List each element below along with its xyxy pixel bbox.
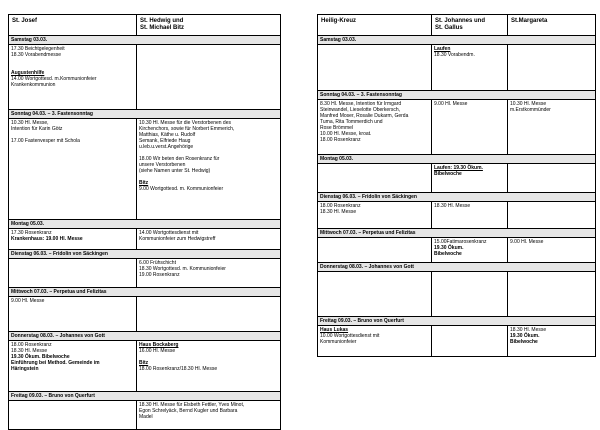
entries-row xyxy=(318,100,596,155)
schedule-cell xyxy=(137,401,281,430)
column-header xyxy=(9,15,137,36)
schedule-line: Kirchenchors, sowie für Norbert Emmerich, xyxy=(139,126,235,132)
schedule-line: (siehe Namen unter St. Hedwig) xyxy=(139,168,211,174)
schedule-cell xyxy=(508,202,596,229)
column-header-line: St. Michael Bitz xyxy=(140,25,185,31)
column-header-line: Heilig-Kreuz xyxy=(321,18,357,24)
entries-row xyxy=(9,119,281,220)
entries-row xyxy=(318,272,596,317)
day-header-row xyxy=(9,220,281,229)
day-header: Sonntag 04.03. – 3. Fastensonntag xyxy=(9,110,281,119)
day-header: Samstag 03.03. xyxy=(318,36,596,45)
schedule-line: 18.00 Rosenkranz xyxy=(320,137,361,143)
schedule-cell xyxy=(137,229,281,250)
schedule-cell xyxy=(9,229,137,250)
schedule-cell xyxy=(9,297,137,332)
schedule-line: Egon Schrelyäck, Bernd Kugler und Barbara xyxy=(139,408,238,414)
schedule-line: 19.30 Ökum. xyxy=(510,333,540,339)
schedule-line: Haus Lukas xyxy=(320,327,349,333)
schedule-line: Haus Bockaberg xyxy=(139,342,179,348)
schedule-cell xyxy=(137,45,281,110)
schedule-cell xyxy=(318,202,432,229)
column-header-line: St. Johannes und xyxy=(435,18,486,24)
schedule-line: 19.30 Ökum. Bibelwoche xyxy=(11,354,70,360)
entries-row xyxy=(9,259,281,288)
schedule-line: Matthias, Käthe u. Rudolf xyxy=(139,132,196,138)
schedule-line: Kommunionfeier zum Hedwigstreff xyxy=(139,236,216,242)
schedule-line: 18.30 Wortgottesd. m. Kommunionfeier xyxy=(139,266,226,272)
day-header-row xyxy=(318,91,596,100)
schedule-cell xyxy=(9,259,137,288)
entries-row xyxy=(9,341,281,392)
schedule-line: 18.30 Hl. Messe für Elsbeth Fettler, Yves Minot, xyxy=(139,402,245,408)
day-header-row xyxy=(318,263,596,272)
schedule-line: unsere Verstorbenen xyxy=(139,162,186,168)
schedule-line: Einführung bei Method. Gemeinde im xyxy=(11,360,100,366)
column-header xyxy=(318,15,432,36)
day-header: Montag 05.03. xyxy=(318,155,596,164)
schedule-line: Häringstein xyxy=(11,366,39,372)
schedule-cell xyxy=(508,45,596,91)
schedule-line: Rose Brömmel xyxy=(320,125,354,131)
schedule-line: Madel xyxy=(139,414,153,420)
schedule-cell xyxy=(432,238,508,263)
day-header-row xyxy=(9,288,281,297)
day-header: Mittwoch 07.03. – Perpetua und Felizitas xyxy=(318,229,596,238)
schedule-line: Kommunionfeier xyxy=(320,339,357,345)
schedule-line: Augustenhilfe xyxy=(11,70,45,76)
schedule-line: Laufen: 19.30 Ökum. xyxy=(434,165,483,171)
schedule-line: 10.30 Hl. Messe xyxy=(510,101,547,107)
schedule-line: Bitz xyxy=(139,180,149,186)
schedule-line: 18.00 Rosenkranz xyxy=(11,342,52,348)
day-header-row xyxy=(9,332,281,341)
day-header-row xyxy=(9,392,281,401)
column-header-line: St. Hedwig und xyxy=(140,18,184,24)
schedule-line: 8.30 Hl. Messe, Intention für Irmgard xyxy=(320,101,402,107)
schedule-cell xyxy=(508,100,596,155)
schedule-line: 18.00 Rosenkranz/18.30 Hl. Messe xyxy=(139,366,218,372)
schedule-line: 14.00 Wortgottesdienst mit xyxy=(139,230,199,236)
day-header-row xyxy=(9,36,281,45)
schedule-cell xyxy=(508,238,596,263)
schedule-line: 10.30 Hl. Messe, xyxy=(11,120,49,126)
column-header-line: St. Josef xyxy=(12,18,38,24)
schedule-line: 14.00 Wortgottesd. m.Kommunionfeier xyxy=(11,76,97,82)
schedule-line: 6.00 Frühschicht xyxy=(139,260,176,266)
schedule-cell xyxy=(318,326,432,357)
entries-row xyxy=(9,297,281,332)
schedule-line: 9.00 Hl. Messe xyxy=(11,298,45,304)
day-header: Montag 05.03. xyxy=(9,220,281,229)
entries-row xyxy=(9,45,281,110)
schedule-cell xyxy=(318,272,432,317)
day-header: Samstag 03.03. xyxy=(9,36,281,45)
entries-row xyxy=(318,326,596,357)
schedule-cell xyxy=(137,119,281,220)
schedule-line: Intention für Karin Götz xyxy=(11,126,63,132)
schedule-line: 10.00 Wortgottesdienst mit xyxy=(320,333,380,339)
day-header: Dienstag 06.03. – Fridolin von Säckingen xyxy=(9,250,281,259)
day-header: Sonntag 04.03. – 3. Fastensonntag xyxy=(318,91,596,100)
schedule-line: Manfred Moser, Rosalie Dukarm, Gerda xyxy=(320,113,409,119)
column-header xyxy=(508,15,596,36)
day-header-row xyxy=(318,317,596,326)
schedule-cell xyxy=(9,341,137,392)
right-table-body xyxy=(318,15,596,357)
schedule-line: 18.30 Vorabendmesse xyxy=(11,52,62,58)
schedule-cell xyxy=(318,164,432,193)
entries-row xyxy=(318,45,596,91)
schedule-line: u.leb.u.verst.Angehörige xyxy=(139,144,194,150)
schedule-line: Steinwandel, Lieselotte Oberkersch, xyxy=(320,107,401,113)
schedule-cell xyxy=(508,164,596,193)
schedule-line: Krankenkommunion xyxy=(11,82,56,88)
schedule-line: Bibelwoche xyxy=(434,171,462,177)
entries-row xyxy=(318,202,596,229)
column-header xyxy=(137,15,281,36)
schedule-line: 18.00 Wir beten den Rosenkranz für xyxy=(139,156,220,162)
schedule-cell xyxy=(318,45,432,91)
schedule-cell xyxy=(432,100,508,155)
schedule-line: 18.30 Hl. Messe xyxy=(11,348,48,354)
day-header-row xyxy=(9,250,281,259)
left-table-body xyxy=(9,15,281,430)
day-header: Freitag 09.03. – Bruno von Querfurt xyxy=(9,392,281,401)
entries-row xyxy=(318,164,596,193)
day-header: Donnerstag 08.03. – Johannes von Gott xyxy=(318,263,596,272)
schedule-line: 17.30 Rosenkranz xyxy=(11,230,52,236)
schedule-cell xyxy=(9,119,137,220)
schedule-cell xyxy=(9,401,137,430)
day-header: Mittwoch 07.03. – Perpetua und Felizitas xyxy=(9,288,281,297)
day-header: Dienstag 06.03. – Fridolin von Säckingen xyxy=(318,193,596,202)
schedule-line: Bibelwoche xyxy=(434,251,462,257)
schedule-line: 18.30 Vorabendm. xyxy=(434,52,475,58)
schedule-cell xyxy=(137,341,281,392)
schedule-line: Bibelwoche xyxy=(510,339,538,345)
schedule-line: 9.00 Hl. Messe xyxy=(510,239,544,245)
schedule-line: 18.30 Hl. Messe xyxy=(320,209,357,215)
schedule-line: 17.00 Fastenvesper mit Schola xyxy=(11,138,80,144)
schedule-line: 9.00 Wortgottesd. m. Kommunionfeier xyxy=(139,186,224,192)
schedule-cell xyxy=(9,45,137,110)
schedule-line: 10.30 Hl. Messe für die Verstorbenen des xyxy=(139,120,231,126)
schedule-cell xyxy=(137,297,281,332)
schedule-line: 9.00 Hl. Messe xyxy=(434,101,468,107)
entries-row xyxy=(9,229,281,250)
schedule-line: m.Erstkommünder xyxy=(510,107,551,113)
schedule-line: 16.00 Hl. Messe xyxy=(139,348,176,354)
schedule-cell xyxy=(508,272,596,317)
schedule-line: 18.30 Hl. Messe xyxy=(510,327,547,333)
schedule-line: 10.00 Hl. Messe, kroat. xyxy=(320,131,372,137)
schedule-line: 19.30 Ökum. xyxy=(434,245,464,251)
day-header-row xyxy=(318,36,596,45)
schedule-cell xyxy=(432,164,508,193)
entries-row xyxy=(318,238,596,263)
right-schedule-table xyxy=(317,14,596,357)
schedule-line: Semank, Elfriede Haug xyxy=(139,138,191,144)
entries-row xyxy=(9,401,281,430)
schedule-line: Laufen xyxy=(434,46,451,52)
day-header-row xyxy=(318,155,596,164)
schedule-cell xyxy=(318,238,432,263)
schedule-line: 19.00 Rosenkranz xyxy=(139,272,180,278)
schedule-line: Krankenhaus: 19.00 Hl. Messe xyxy=(11,236,83,242)
schedule-line: 18.00 Rosenkranz xyxy=(320,203,361,209)
schedule-line: 15.00Fatimarosenkranz xyxy=(434,239,487,245)
day-header: Freitag 09.03. – Bruno von Querfurt xyxy=(318,317,596,326)
column-header-line: St. Gallus xyxy=(435,25,463,31)
day-header-row xyxy=(318,193,596,202)
column-header xyxy=(432,15,508,36)
schedule-cell xyxy=(432,45,508,91)
schedule-cell xyxy=(318,100,432,155)
column-header-line: St.Margareta xyxy=(511,18,548,24)
schedule-line: 17.30 Beichtgelegenheit xyxy=(11,46,65,52)
schedule-cell xyxy=(432,202,508,229)
day-header-row xyxy=(9,110,281,119)
schedule-cell xyxy=(508,326,596,357)
schedule-line: 18.30 Hl. Messe xyxy=(434,203,471,209)
left-schedule-table xyxy=(8,14,281,430)
schedule-cell xyxy=(432,272,508,317)
schedule-cell xyxy=(432,326,508,357)
schedule-cell xyxy=(137,259,281,288)
schedule-line: Tuma, Rita Tommerdich und xyxy=(320,119,383,125)
day-header-row xyxy=(318,229,596,238)
schedule-line: Bitz xyxy=(139,360,149,366)
day-header: Donnerstag 08.03. – Johannes von Gott xyxy=(9,332,281,341)
